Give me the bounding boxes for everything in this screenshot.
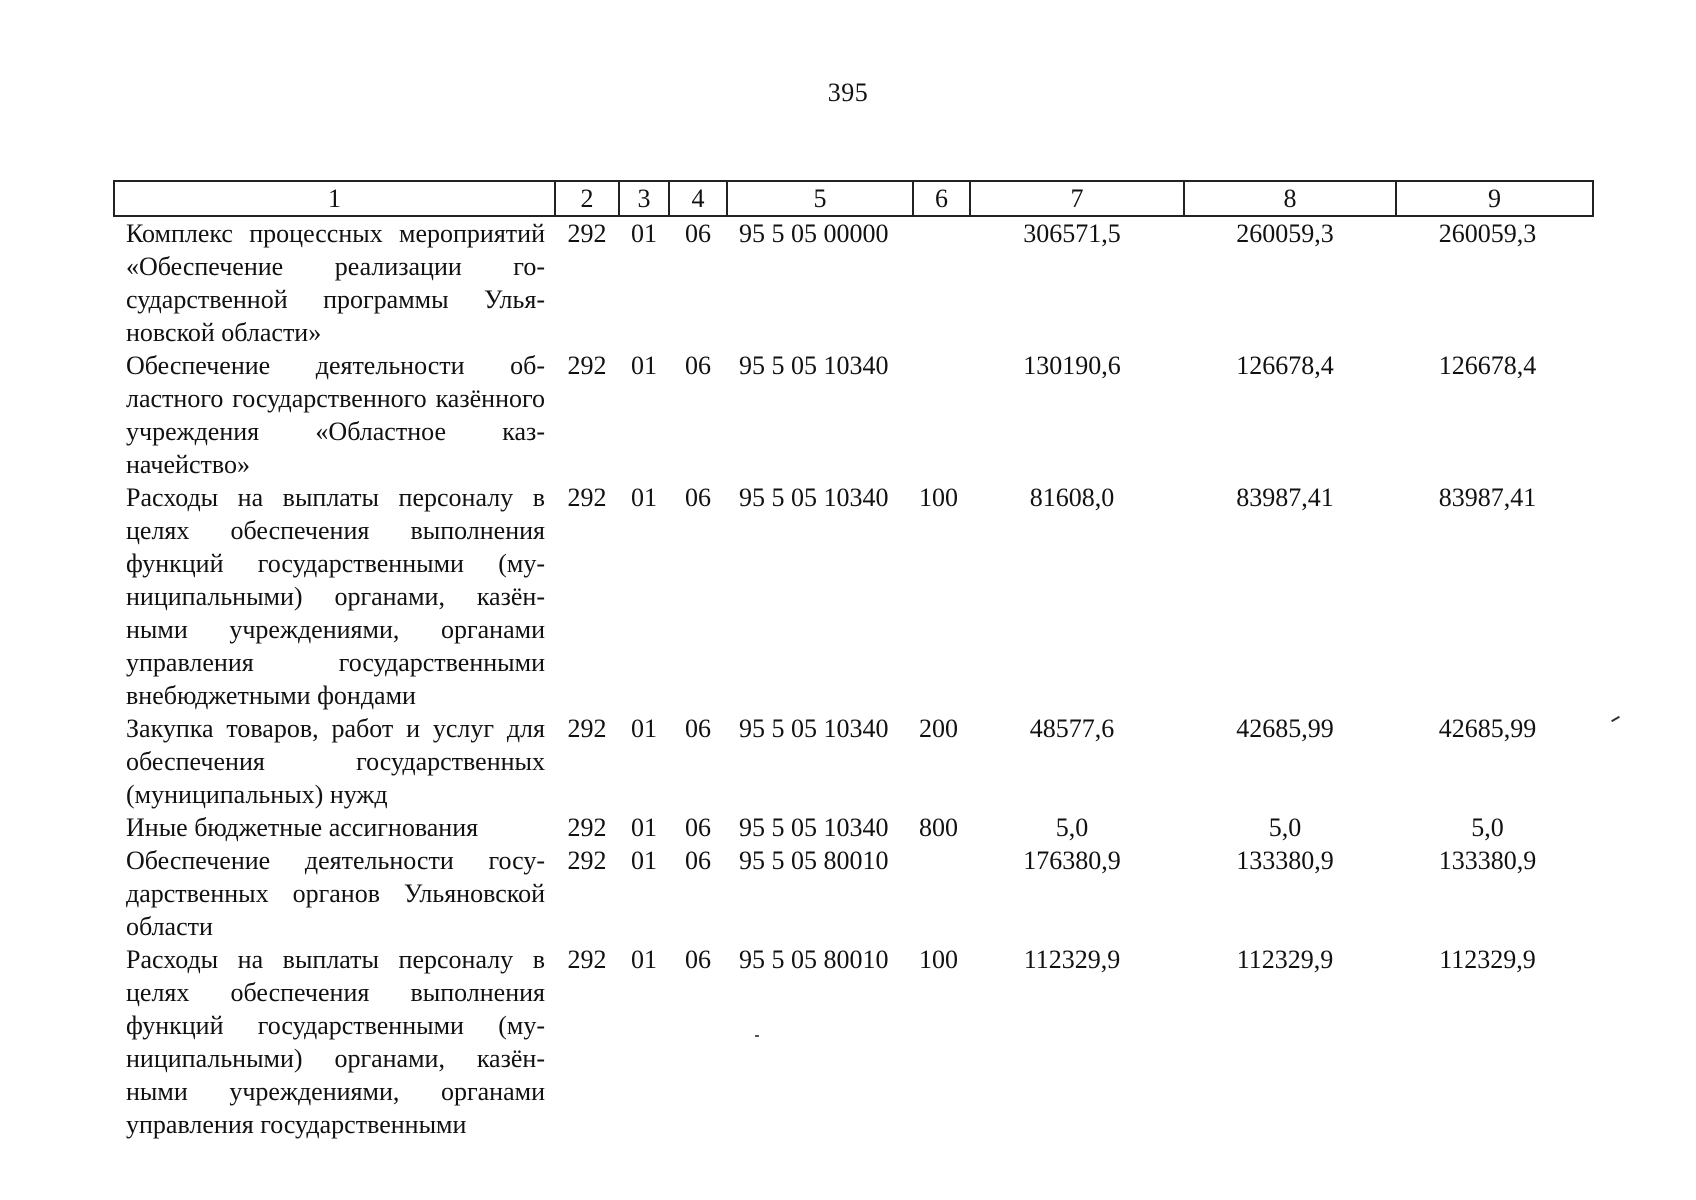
target-article-cell: 95 5 05 80010 (739, 846, 889, 875)
table-row (114, 811, 1593, 844)
pen-tick-mark (1611, 716, 1620, 722)
subsection-cell: 06 (685, 813, 711, 842)
column-header-8: 8 (1184, 181, 1396, 216)
table-row (114, 712, 1593, 811)
row-name-cell: Обеспечение деятельности областного государственного казённого учреждения «Областное казначейство» (126, 351, 545, 479)
amount-col8-cell: 133380,9 (1236, 846, 1334, 875)
subsection-cell: 06 (685, 945, 711, 974)
code-cell: 292 (567, 813, 607, 842)
amount-col8-cell: 5,0 (1268, 813, 1302, 842)
target-article-cell: 95 5 05 80010 (739, 945, 889, 974)
subsection-cell: 06 (685, 714, 711, 743)
amount-col7-cell: 306571,5 (1023, 219, 1121, 248)
section-cell: 01 (631, 219, 657, 248)
amount-col9-cell: 42685,99 (1438, 714, 1537, 743)
amount-col7-cell: 81608,0 (1029, 483, 1115, 512)
subsection-cell: 06 (685, 351, 711, 380)
expense-type-cell (913, 349, 970, 481)
section-cell: 01 (631, 813, 657, 842)
code-cell: 292 (567, 945, 607, 974)
column-header-2: 2 (555, 181, 619, 216)
expense-type-cell: 200 (919, 714, 958, 743)
amount-col7-cell: 112329,9 (1023, 945, 1121, 974)
table-header-row (114, 181, 1593, 216)
amount-col9-cell: 260059,3 (1438, 219, 1537, 248)
code-cell: 292 (567, 714, 607, 743)
row-name-cell: Закупка товаров, работ и услуг для обеспечения государственных (муниципальных) нужд (126, 714, 545, 809)
section-cell: 01 (631, 846, 657, 875)
column-header-1: 1 (114, 181, 555, 216)
stray-dot-mark (755, 1035, 759, 1037)
column-header-5: 5 (727, 181, 913, 216)
subsection-cell: 06 (685, 846, 711, 875)
amount-col7-cell: 48577,6 (1029, 714, 1115, 743)
row-name-cell: Обеспечение деятельности государственных органов Ульяновской области (126, 846, 545, 941)
subsection-cell: 06 (685, 219, 711, 248)
row-name-cell: Расходы на выплаты персоналу в целях обеспечения выполнения функций государственными (муниципальными) органами, казёнными учреждениями, органами управления государственными (126, 945, 545, 1139)
target-article-cell: 95 5 05 10340 (739, 351, 889, 380)
target-article-cell: 95 5 05 10340 (739, 483, 889, 512)
expense-type-cell: 100 (919, 483, 958, 512)
amount-col8-cell: 126678,4 (1236, 351, 1334, 380)
table-row (114, 943, 1593, 1141)
amount-col7-cell: 5,0 (1055, 813, 1089, 842)
expense-type-cell: 800 (919, 813, 958, 842)
amount-col8-cell: 112329,9 (1236, 945, 1334, 974)
column-header-4: 4 (669, 181, 727, 216)
page-number: 395 (827, 78, 869, 107)
column-header-7: 7 (970, 181, 1184, 216)
amount-col8-cell: 260059,3 (1236, 219, 1334, 248)
code-cell: 292 (567, 351, 607, 380)
section-cell: 01 (631, 351, 657, 380)
expense-type-cell (913, 844, 970, 943)
code-cell: 292 (567, 846, 607, 875)
expense-type-cell (913, 216, 970, 349)
amount-col9-cell: 112329,9 (1439, 945, 1536, 974)
section-cell: 01 (631, 714, 657, 743)
table-row (114, 216, 1593, 349)
column-header-6: 6 (913, 181, 970, 216)
code-cell: 292 (567, 483, 607, 512)
section-cell: 01 (631, 945, 657, 974)
column-header-9: 9 (1396, 181, 1593, 216)
table-row (114, 844, 1593, 943)
budget-table (113, 180, 1594, 1141)
amount-col7-cell: 176380,9 (1023, 846, 1121, 875)
expense-type-cell: 100 (919, 945, 958, 974)
section-cell: 01 (631, 483, 657, 512)
amount-col9-cell: 126678,4 (1438, 351, 1537, 380)
row-name-cell: Комплекс процессных мероприятий «Обеспечение реализации государственной программы Ульяновской области» (126, 219, 545, 347)
subsection-cell: 06 (685, 483, 711, 512)
amount-col8-cell: 83987,41 (1236, 483, 1334, 512)
code-cell: 292 (567, 219, 607, 248)
row-name-cell: Иные бюджетные ассигнования (126, 813, 479, 842)
amount-col8-cell: 42685,99 (1236, 714, 1334, 743)
table-row (114, 349, 1593, 481)
amount-col9-cell: 133380,9 (1438, 846, 1537, 875)
table-row (114, 481, 1593, 712)
target-article-cell: 95 5 05 10340 (739, 714, 889, 743)
target-article-cell: 95 5 05 10340 (739, 813, 889, 842)
amount-col7-cell: 130190,6 (1023, 351, 1121, 380)
amount-col9-cell: 5,0 (1471, 813, 1504, 842)
target-article-cell: 95 5 05 00000 (739, 219, 889, 248)
row-name-cell: Расходы на выплаты персоналу в целях обеспечения выполнения функций государственными (муниципальными) органами, казёнными учреждениями, органами управления государственными внебюджетными фондами (126, 483, 545, 710)
column-header-3: 3 (619, 181, 669, 216)
amount-col9-cell: 83987,41 (1438, 483, 1537, 512)
